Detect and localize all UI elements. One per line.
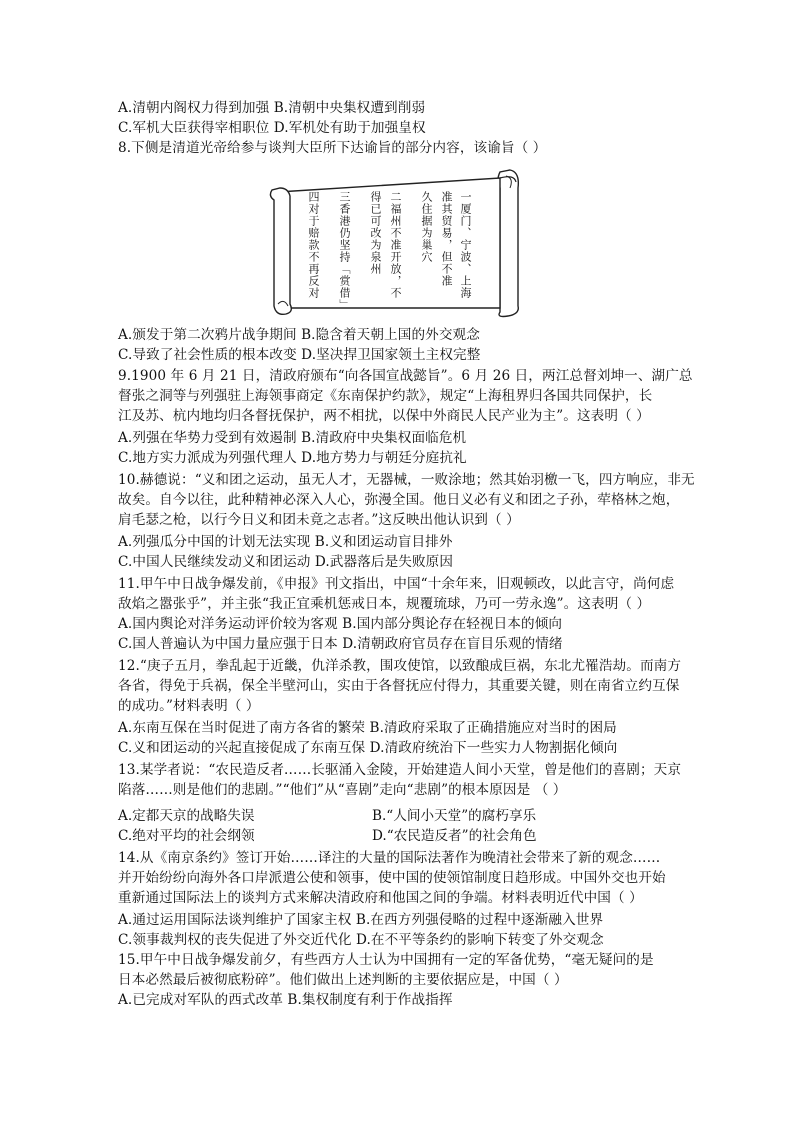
- text-line: A.列强瓜分中国的计划无法实现 B.义和团运动盲目排外: [118, 534, 453, 550]
- text-line: C.军机大臣获得宰相职位 D.军机处有助于加强皇权: [118, 120, 426, 136]
- q13-option-a: A.定都天京的战略失误: [118, 808, 255, 824]
- text-line: A.已完成对军队的西式改革 B.集权制度有利于作战指挥: [118, 992, 453, 1008]
- text-line: A.国内舆论对洋务运动评价较为客观 B.国内部分舆论存在轻视日本的倾向: [118, 616, 563, 632]
- text-line: A.列强在华势力受到有效遏制 B.清政府中央集权面临危机: [118, 430, 467, 446]
- text-line: C.义和团运动的兴起直接促成了东南互保 D.清政府统治下一些实力人物割据化倾向: [118, 740, 618, 756]
- text-line: 12.“庚子五月，拳乱起于近畿，仇洋杀教，围攻使馆，以致酿成巨祸，东北尤罹浩劫。而南方: [118, 658, 682, 674]
- scroll-column-6: 三香港仍坚持「赏借」: [338, 191, 351, 311]
- text-line: A.通过运用国际法谈判维护了国家主权 B.在西方列强侵略的过程中逐渐融入世界: [118, 912, 604, 928]
- scroll-column-4: 二福州不准开放，不: [389, 191, 402, 299]
- scroll-column-2: 准其贸易，但不准: [440, 191, 453, 287]
- text-line: 陷落……则是他们的悲剧。”“他们”从“喜剧”走向“悲剧”的根本原因是 （ ）: [118, 782, 567, 798]
- text-line: 10.赫德说：“义和团之运动，虽无人才，无器械，一败涂地；然其始羽檄一飞，四方响应，非无: [118, 472, 695, 488]
- scroll-column-3: 久住据为巢穴: [420, 191, 433, 263]
- text-line: 8.下侧是清道光帝给参与谈判大臣所下达谕旨的部分内容，该谕旨（ ）: [118, 140, 547, 156]
- q13-option-c: C.绝对平均的社会纲领: [118, 828, 255, 844]
- text-line: 督张之洞等与列强驻上海领事商定《东南保护约款》，规定“上海租界归各国共同保护，长: [118, 388, 653, 404]
- text-line: 重新通过国际法上的谈判方式来解决清政府和他国之间的争端。材料表明近代中国（ ）: [118, 890, 643, 906]
- text-line: A.颁发于第二次鸦片战争期间 B.隐含着天朝上国的外交观念: [118, 327, 480, 343]
- text-line: 日本必然最后被彻底粉碎”。他们做出上述判断的主要依据应是，中国（ ）: [118, 972, 568, 988]
- text-line: 故矣。自今以往，此种精神必深入人心，弥漫全国。他日义必有义和团之子孙，荦格林之炮，: [118, 492, 680, 508]
- text-line: 的成功。”材料表明（ ）: [118, 698, 260, 714]
- text-line: 13.某学者说：“农民造反者……长驱涌入金陵，开始建造人间小天堂，曾是他们的喜剧；天京: [118, 762, 682, 778]
- scroll-column-1: 一厦门、宁波、上海: [459, 191, 472, 299]
- text-line: 14.从《南京条约》签订开始……译注的大量的国际法著作为晚清社会带来了新的观念……: [118, 850, 661, 866]
- text-line: C.中国人民继续发动义和团运动 D.武器落后是失败原因: [118, 554, 454, 570]
- scroll-column-5: 得已可改为泉州: [369, 191, 382, 275]
- text-line: 敌焰之嚣张乎”，并主张“我正宜乘机惩戒日本，规覆琉球，乃可一劳永逸”。这表明（ ）: [118, 596, 651, 612]
- text-line: 9.1900 年 6 月 21 日，清政府颁布“向各国宣战懿旨”。6 月 26 日，两江总督刘坤一、湖广总: [118, 368, 693, 384]
- text-line: 江及苏、杭内地均归各督抚保护，两不相扰，以保中外商民人民产业为主”。这表明（ ）: [118, 408, 650, 424]
- text-line: 15.甲午中日战争爆发前夕，有些西方人士认为中国拥有一定的军备优势，“毫无疑问的是: [118, 952, 654, 968]
- text-line: 11.甲午中日战争爆发前，《申报》刊文指出，中国“十余年来，旧观顿改，以此言守，尚何虑: [118, 576, 675, 592]
- q13-option-b: B.“人间小天堂”的腐朽享乐: [372, 808, 537, 824]
- text-line: 各省，得免于兵祸，保全半壁河山，实由于各督抚应付得力，其重要关键，则在南省立约互保: [118, 678, 680, 694]
- text-line: 肩毛瑟之枪，以行今日义和团未竟之志者。”这反映出他认识到（ ）: [118, 512, 520, 528]
- scroll-column-7: 四对于赔款不再反对: [307, 191, 320, 299]
- text-line: 并开始纷纷向海外各口岸派遣公使和领事，使中国的使领馆制度日趋形成。中国外交也开始: [118, 870, 666, 886]
- text-line: A.东南互保在当时促进了南方各省的繁荣 B.清政府采取了正确措施应对当时的困局: [118, 720, 617, 736]
- text-line: C.地方实力派成为列强代理人 D.地方势力与朝廷分庭抗礼: [118, 450, 467, 466]
- text-line: C.领事裁判权的丧失促进了外交近代化 D.在不平等条约的影响下转变了外交观念: [118, 932, 604, 948]
- text-line: C.国人普遍认为中国力量应强于日本 D.清朝政府官员存在盲目乐观的情绪: [118, 636, 563, 652]
- text-line: C.导致了社会性质的根本改变 D.坚决捍卫国家领土主权完整: [118, 347, 481, 363]
- text-line: A.清朝内阁权力得到加强 B.清朝中央集权遭到削弱: [118, 100, 426, 116]
- q13-option-d: D.“农民造反者”的社会角色: [372, 828, 537, 844]
